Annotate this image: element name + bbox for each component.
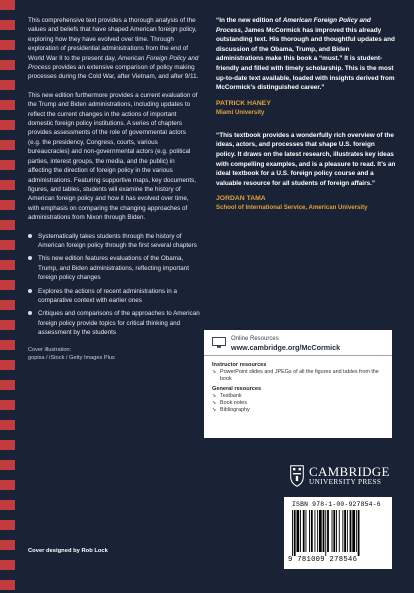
isbn-barcode bbox=[284, 497, 392, 569]
resource-item: ➘ Testbank bbox=[212, 393, 384, 400]
stripe bbox=[0, 400, 15, 410]
barcode-bar bbox=[332, 510, 333, 552]
barcode-bar bbox=[292, 510, 293, 556]
stripe bbox=[0, 560, 15, 570]
barcode-bar bbox=[347, 510, 348, 552]
stripe bbox=[0, 0, 15, 10]
cover-illustration-label: Cover illustration: bbox=[28, 346, 72, 353]
stripe bbox=[0, 100, 15, 110]
stripe bbox=[0, 580, 15, 590]
intro-text-b: provides an extensive comparison of policy making processes during the Cold War, after Vietnam, and after 9/11. bbox=[28, 64, 199, 81]
endorser-name: JORDAN TAMA bbox=[216, 195, 266, 203]
barcode-bar bbox=[333, 510, 335, 552]
endorsement-2 bbox=[216, 131, 396, 213]
stripe bbox=[0, 300, 15, 310]
cover-designer-credit: Cover designed by Rob Lock bbox=[28, 548, 108, 554]
feature-item: Explores the actions of recent administrations in a comparative context with earlier ones bbox=[28, 287, 200, 306]
barcode-bar bbox=[358, 510, 360, 556]
intro-book-title: American Foreign Policy and Process bbox=[28, 54, 199, 72]
monitor-icon bbox=[212, 337, 226, 348]
resource-item: ➘ Bibliography bbox=[212, 407, 384, 414]
cover-illustration-source: gopixa / iStock / Getty Images Plus bbox=[28, 354, 115, 361]
barcode-bars bbox=[290, 510, 386, 556]
cambridge-logo bbox=[290, 464, 410, 492]
stripe bbox=[0, 80, 15, 90]
barcode-bar bbox=[319, 510, 322, 552]
barcode-bar bbox=[300, 510, 301, 552]
stripe bbox=[0, 520, 15, 530]
online-resources-box bbox=[204, 330, 392, 438]
stripe bbox=[0, 340, 15, 350]
description-column bbox=[28, 16, 200, 362]
barcode-bar bbox=[325, 510, 326, 556]
quote-book-title: American Foreign Policy and Process bbox=[216, 17, 371, 34]
barcode-bar bbox=[309, 510, 310, 552]
edition-paragraph: This new edition furthermore provides a current evaluation of the Trump and Biden administrations, including updates to reflect the current changes in the actions of important domestic foreign policy institutions. A series of chapters provides assessments of the role of governmental actors (e.g. the presidency, Congress, courts, various bureaucracies) and non-governmental actors (e.g. political parties, interest groups, the media, and the public) in affecting the direction of foreign policy in the various administrations. Featuring supportive maps, key documents, figures, and tables, students will examine the history of American foreign policy and how it has evolved over time, with emphasis on comparing the changing approaches of administrations from Nixon through Biden. bbox=[28, 91, 198, 222]
stripe bbox=[0, 220, 15, 230]
feature-item: Critiques and comparisons of the approaches to American foreign policy provide topics for critical thinking and assessment by the students bbox=[28, 309, 200, 337]
stripe bbox=[0, 420, 15, 430]
stripe bbox=[0, 540, 15, 550]
barcode-bar bbox=[306, 510, 307, 552]
barcode-bar bbox=[342, 510, 343, 552]
resource-item: ➘ PowerPoint slides and JPEGs of all the figures and tables from the book bbox=[212, 369, 384, 383]
barcode-bar bbox=[303, 510, 305, 552]
stripe bbox=[0, 380, 15, 390]
barcode-bar bbox=[339, 510, 340, 552]
stripe bbox=[0, 180, 15, 190]
endorsement-quote: “In the new edition of American Foreign Policy and Process, James McCormick has improved this already outstanding text. His thorough and thoughtful updates and discussion of the Obama, Trump, and Biden administrations make this book a “must.” It is student-friendly and filled with timely scholarship. This is the most up-to-date text available, loaded with insights derived from McCormick’s distinguished career.” bbox=[216, 17, 395, 92]
stripe bbox=[0, 40, 15, 50]
barcode-bar bbox=[317, 510, 318, 552]
stripe bbox=[0, 360, 15, 370]
barcode-bar bbox=[352, 510, 355, 552]
barcode-bar bbox=[297, 510, 300, 552]
barcode-bar bbox=[311, 510, 313, 552]
instructor-resources-heading: Instructor resources bbox=[212, 362, 267, 368]
stripe bbox=[0, 480, 15, 490]
barcode-number: 9 781009 278546 bbox=[288, 556, 358, 564]
barcode-bar bbox=[350, 510, 352, 552]
stripe bbox=[0, 280, 15, 290]
publisher-name: CAMBRIDGE bbox=[309, 464, 390, 479]
barcode-bar bbox=[315, 510, 316, 552]
stripe bbox=[0, 160, 15, 170]
endorsement-quote: “This textbook provides a wonderfully rich overview of the ideas, actors, and processes that shape U.S. foreign policy. It draws on the latest research, illustrates key ideas with compelling examples, and is a pleasure to read. It’s an ideal textbook for a U.S. foreign policy course and a valuable resource for all students of foreign affairs.” bbox=[216, 131, 396, 187]
online-resources-label: Online Resources bbox=[231, 336, 279, 342]
barcode-bar bbox=[294, 510, 296, 556]
feature-item: Systematically takes students through the history of American foreign policy through the first several chapters bbox=[28, 232, 200, 251]
isbn-label: ISBN 978-1-00-927854-6 bbox=[292, 501, 381, 508]
stripe bbox=[0, 260, 15, 270]
barcode-bar bbox=[327, 510, 329, 552]
stripe bbox=[0, 60, 15, 70]
intro-text-a: This comprehensive text provides a thorough analysis of the values and beliefs that have shaped American foreign policy, exploring how they have evolved over time. Through exploration of presidential administrations from the end of World War II to the present day, bbox=[28, 17, 197, 62]
stripe bbox=[0, 320, 15, 330]
online-resources-header bbox=[204, 330, 392, 356]
stripe bbox=[0, 240, 15, 250]
general-resources-heading: General resources bbox=[212, 385, 262, 392]
stripe bbox=[0, 460, 15, 470]
barcode-bar bbox=[336, 510, 337, 552]
endorsement-1 bbox=[216, 16, 396, 117]
endorser-affiliation: School of International Service, American University bbox=[216, 204, 368, 212]
online-resources-list bbox=[204, 356, 392, 418]
endorsements-column bbox=[216, 16, 396, 212]
publisher-subtitle: UNIVERSITY PRESS bbox=[309, 478, 382, 486]
barcode-bar bbox=[356, 510, 357, 552]
feature-item: This new edition features evaluations of the Obama, Trump, and Biden administrations, reflecting important foreign policy changes bbox=[28, 254, 200, 282]
online-resources-url[interactable]: www.cambridge.org/McCormick bbox=[231, 343, 341, 352]
stripe bbox=[0, 500, 15, 510]
stripe bbox=[0, 140, 15, 150]
stripe bbox=[0, 120, 15, 130]
endorser-affiliation: Miami University bbox=[216, 108, 265, 116]
barcode-bar bbox=[344, 510, 346, 552]
feature-list bbox=[28, 232, 200, 338]
endorser-name: PATRICK HANEY bbox=[216, 99, 271, 107]
stripe bbox=[0, 440, 15, 450]
intro-paragraph bbox=[28, 16, 200, 82]
stripe bbox=[0, 200, 15, 210]
barcode-bar bbox=[323, 510, 325, 552]
cover-illustration-credit bbox=[28, 346, 200, 362]
crest-icon bbox=[290, 465, 304, 487]
stripe bbox=[0, 20, 15, 30]
resource-item: ➘ Book notes bbox=[212, 400, 384, 407]
